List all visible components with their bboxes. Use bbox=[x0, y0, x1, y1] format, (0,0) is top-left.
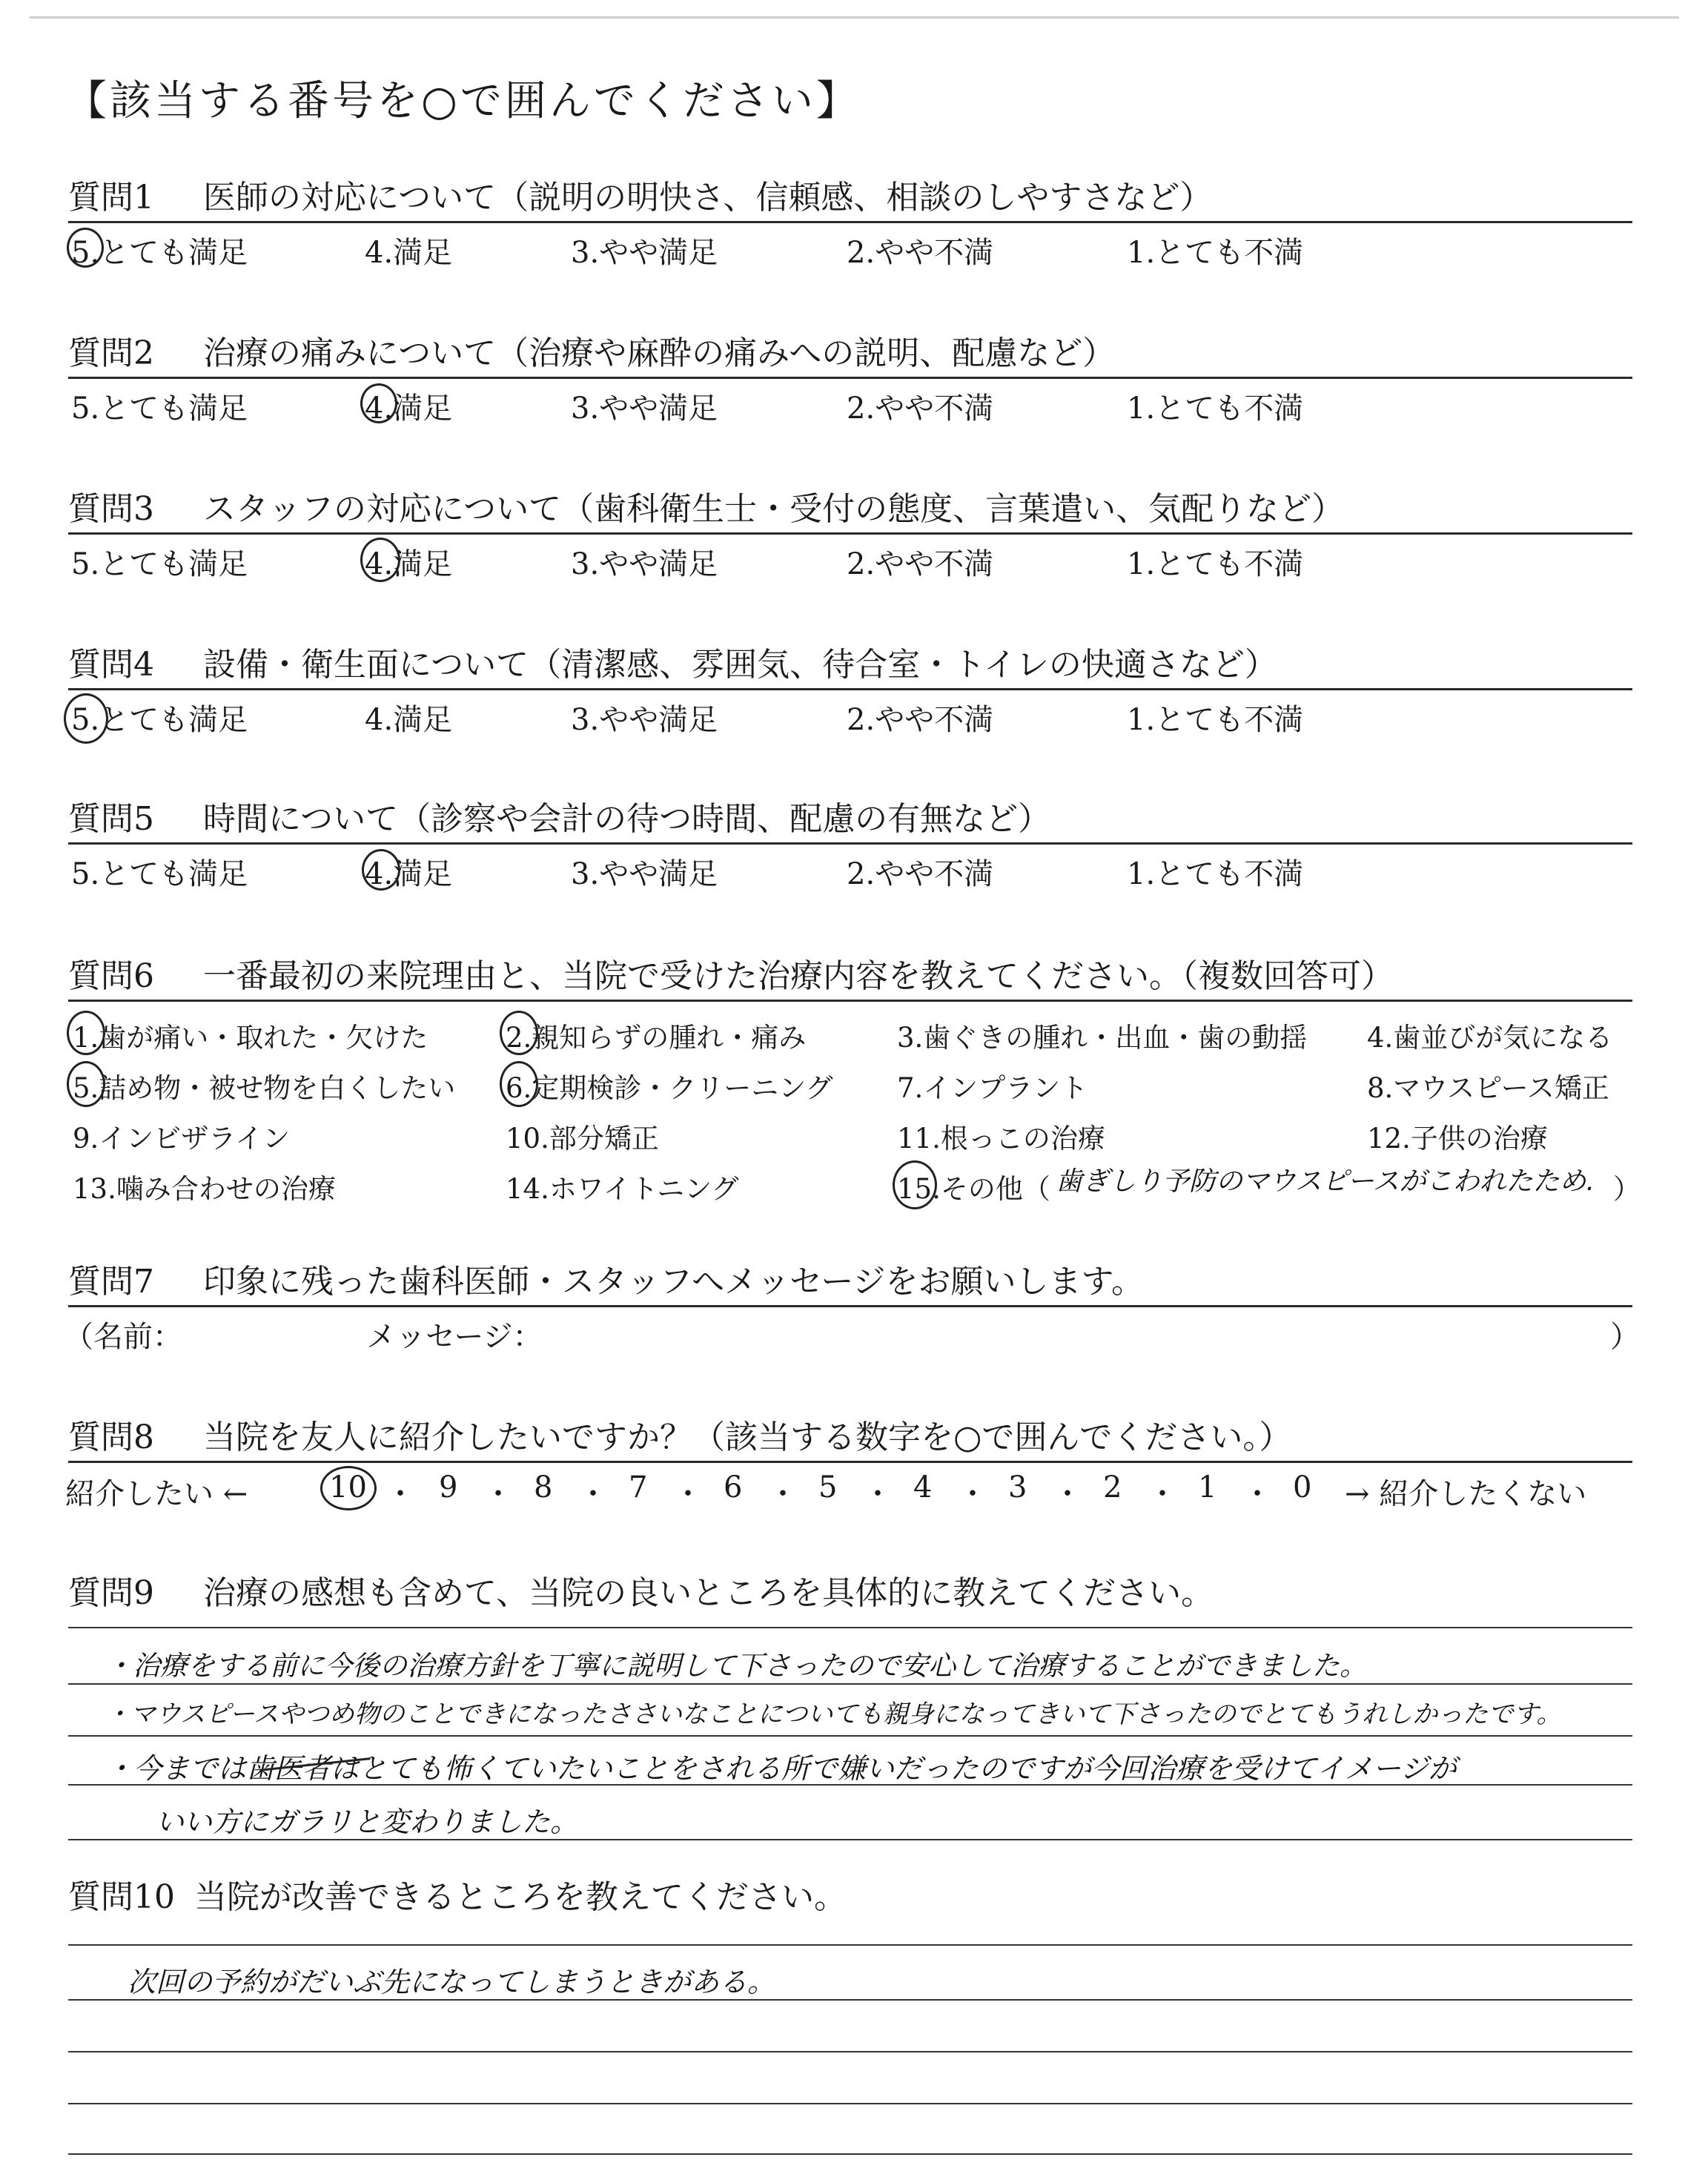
other-handwritten-text: 歯ぎしり予防のマウスピースがこわれたため. bbox=[1056, 1166, 1595, 1197]
answer-line bbox=[68, 2051, 1632, 2052]
answer-area-q10[interactable] bbox=[68, 1941, 1632, 2156]
question-header bbox=[68, 636, 1632, 690]
reason-item[interactable]: 3.歯ぐきの腫れ・出血・歯の動揺 bbox=[897, 1022, 1308, 1054]
question-header bbox=[68, 1869, 1632, 1920]
scale-left-label: 紹介したい ← bbox=[65, 1477, 248, 1511]
selection-circle bbox=[360, 538, 400, 582]
question-text: 治療の感想も含めて、当院の良いところを具体的に教えてください。 bbox=[203, 1574, 1214, 1612]
scale-value-6[interactable]: 6 bbox=[724, 1470, 743, 1505]
option-2[interactable]: 2.やや不満 bbox=[847, 857, 994, 891]
question-9 bbox=[68, 1565, 1632, 1616]
selection-circle bbox=[320, 1466, 377, 1510]
scale-value-8[interactable]: 8 bbox=[534, 1470, 553, 1505]
handwritten-answer: ・治療をする前に今後の治療方針を丁寧に説明して下さったので安心して治療することができました。 bbox=[105, 1650, 1367, 1682]
reason-item-other[interactable]: 15.その他（ bbox=[897, 1173, 1050, 1205]
scale-separator: ・ bbox=[673, 1477, 703, 1511]
page-title: 【該当する番号を○で囲んでください】 bbox=[65, 77, 861, 125]
scale-value-10[interactable]: 10 bbox=[329, 1470, 367, 1505]
selection-circle bbox=[67, 228, 104, 268]
selection-circle bbox=[64, 693, 108, 744]
option-3[interactable]: 3.やや満足 bbox=[571, 857, 718, 891]
option-1[interactable]: 1.とても不満 bbox=[1127, 703, 1304, 737]
question-number: 質問1 bbox=[68, 179, 154, 217]
rating-options bbox=[68, 845, 1632, 892]
answer-line bbox=[68, 1683, 1632, 1685]
rating-options bbox=[68, 535, 1632, 582]
other-close-paren: ） bbox=[1613, 1173, 1641, 1205]
question-header bbox=[68, 325, 1632, 379]
question-header bbox=[68, 1565, 1632, 1616]
scale-value-7[interactable]: 7 bbox=[629, 1470, 648, 1505]
question-number: 質問8 bbox=[68, 1418, 154, 1456]
handwritten-answer: ・マウスピースやつめ物のことできになったささいなことについても親身になってきいて下さったのでとてもうれしかったです。 bbox=[105, 1700, 1562, 1729]
option-3[interactable]: 3.やや満足 bbox=[571, 392, 718, 426]
question-1 bbox=[68, 169, 1632, 271]
answer-area-q9[interactable] bbox=[68, 1624, 1632, 1846]
option-5[interactable]: 5.とても満足 bbox=[71, 392, 248, 426]
selection-circle bbox=[500, 1011, 538, 1055]
scale-separator: ・ bbox=[768, 1477, 798, 1511]
option-1[interactable]: 1.とても不満 bbox=[1127, 392, 1304, 426]
question-text: 医師の対応について（説明の明快さ、信頼感、相談のしやすさなど） bbox=[203, 179, 1213, 217]
option-3[interactable]: 3.やや満足 bbox=[571, 236, 718, 270]
answer-line bbox=[68, 1735, 1632, 1737]
selection-circle bbox=[500, 1061, 538, 1107]
option-5[interactable]: 5.とても満足 bbox=[71, 857, 248, 891]
option-4[interactable]: 4.満足 bbox=[365, 236, 453, 270]
question-5 bbox=[68, 790, 1632, 892]
question-2 bbox=[68, 325, 1632, 426]
handwritten-answer: 次回の予約がだいぶ先になってしまうときがある。 bbox=[128, 1966, 776, 1998]
question-text: 一番最初の来院理由と、当院で受けた治療内容を教えてください。（複数回答可） bbox=[203, 957, 1394, 995]
reason-item[interactable]: 13.噛み合わせの治療 bbox=[73, 1173, 336, 1205]
reason-item[interactable]: 6.定期検診・クリーニング bbox=[506, 1072, 833, 1104]
scale-separator: ・ bbox=[1148, 1477, 1177, 1511]
option-4[interactable]: 4.満足 bbox=[365, 703, 453, 737]
question-number: 質問5 bbox=[68, 800, 154, 838]
reason-item[interactable]: 10.部分矯正 bbox=[506, 1123, 659, 1155]
question-header bbox=[68, 790, 1632, 845]
question-6 bbox=[68, 948, 1641, 1217]
reason-item[interactable]: 12.子供の治療 bbox=[1367, 1123, 1548, 1155]
reason-item[interactable]: 5.詰め物・被せ物を白くしたい bbox=[73, 1072, 456, 1104]
question-number: 質問2 bbox=[68, 334, 154, 372]
reason-item[interactable]: 7.インプラント bbox=[897, 1072, 1088, 1104]
recommend-scale bbox=[65, 1463, 1632, 1511]
handwritten-answer: ・今までは歯医者はとても怖くていたいことをされる所で嫌いだったのですが今回治療を受けてイメージが bbox=[105, 1752, 1457, 1785]
question-number: 質問3 bbox=[68, 490, 154, 528]
selection-circle bbox=[362, 849, 400, 891]
reason-checklist bbox=[68, 1002, 1641, 1217]
scale-right-label: → 紹介したくない bbox=[1345, 1477, 1587, 1511]
option-1[interactable]: 1.とても不満 bbox=[1127, 236, 1304, 270]
option-5[interactable]: 5.とても満足 bbox=[71, 547, 248, 581]
question-text: 当院が改善できるところを教えてください。 bbox=[194, 1878, 847, 1916]
selection-circle bbox=[893, 1160, 937, 1209]
scale-value-4[interactable]: 4 bbox=[913, 1470, 933, 1505]
scale-value-9[interactable]: 9 bbox=[439, 1470, 458, 1505]
reason-item[interactable]: 4.歯並びが気になる bbox=[1367, 1022, 1613, 1054]
scale-value-5[interactable]: 5 bbox=[818, 1470, 838, 1505]
scale-separator: ・ bbox=[578, 1477, 608, 1511]
handwritten-answer: いい方にガラリと変わりました。 bbox=[156, 1806, 579, 1838]
option-5[interactable]: 5.とても満足 bbox=[71, 236, 248, 270]
answer-line bbox=[68, 2153, 1632, 2155]
question-number: 質問4 bbox=[68, 646, 154, 684]
name-label: （名前： bbox=[64, 1320, 182, 1354]
question-header bbox=[68, 1253, 1632, 1307]
reason-item[interactable]: 11.根っこの治療 bbox=[897, 1123, 1105, 1155]
reason-item[interactable]: 1.歯が痛い・取れた・欠けた bbox=[73, 1022, 428, 1054]
question-number: 質問9 bbox=[68, 1574, 154, 1612]
reason-item[interactable]: 2.親知らずの腫れ・痛み bbox=[506, 1022, 807, 1054]
scale-value-3[interactable]: 3 bbox=[1008, 1470, 1027, 1505]
option-1[interactable]: 1.とても不満 bbox=[1127, 857, 1304, 891]
rating-options bbox=[68, 379, 1632, 426]
top-border-line bbox=[30, 16, 1679, 19]
question-10 bbox=[68, 1869, 1632, 1920]
rating-options bbox=[68, 223, 1632, 271]
option-4[interactable]: 4.満足 bbox=[365, 392, 453, 426]
message-field[interactable] bbox=[64, 1307, 1640, 1355]
question-number: 質問10 bbox=[68, 1878, 175, 1916]
selection-circle bbox=[67, 1011, 105, 1055]
rating-options bbox=[68, 690, 1632, 738]
option-1[interactable]: 1.とても不満 bbox=[1127, 547, 1304, 581]
question-text: 印象に残った歯科医師・スタッフへメッセージをお願いします。 bbox=[203, 1263, 1144, 1301]
question-4 bbox=[68, 636, 1632, 738]
reason-item[interactable]: 14.ホワイトニング bbox=[506, 1173, 739, 1205]
scale-separator: ・ bbox=[863, 1477, 893, 1511]
question-3 bbox=[68, 480, 1632, 582]
scale-separator: ・ bbox=[1053, 1477, 1082, 1511]
close-paren: ） bbox=[1610, 1320, 1640, 1354]
scale-value-2[interactable]: 2 bbox=[1103, 1470, 1122, 1505]
scale-separator: ・ bbox=[483, 1477, 513, 1511]
question-text: スタッフの対応について（歯科衛生士・受付の態度、言葉遣い、気配りなど） bbox=[203, 490, 1345, 528]
question-header bbox=[68, 169, 1632, 223]
option-5[interactable]: 5.とても満足 bbox=[71, 703, 248, 737]
question-header bbox=[68, 480, 1632, 535]
reason-item[interactable]: 8.マウスピース矯正 bbox=[1367, 1072, 1609, 1104]
scale-separator: ・ bbox=[385, 1477, 415, 1511]
question-number: 質問7 bbox=[68, 1263, 154, 1301]
message-label: メッセージ： bbox=[366, 1320, 543, 1354]
option-2[interactable]: 2.やや不満 bbox=[847, 236, 994, 270]
question-text: 治療の痛みについて（治療や麻酔の痛みへの説明、配慮など） bbox=[203, 334, 1116, 372]
option-3[interactable]: 3.やや満足 bbox=[571, 547, 718, 581]
question-8 bbox=[65, 1409, 1632, 1511]
option-4[interactable]: 4.満足 bbox=[365, 857, 453, 891]
question-7 bbox=[64, 1253, 1640, 1355]
scale-value-0[interactable]: 0 bbox=[1293, 1470, 1312, 1505]
answer-line bbox=[68, 1944, 1632, 1946]
option-4[interactable]: 4.満足 bbox=[365, 547, 453, 581]
question-text: 当院を友人に紹介したいですか？（該当する数字を○で囲んでください。） bbox=[203, 1418, 1292, 1456]
question-text: 設備・衛生面について（清潔感、雰囲気、待合室・トイレの快適さなど） bbox=[203, 646, 1277, 684]
reason-item[interactable]: 9.インビザライン bbox=[73, 1123, 291, 1155]
scale-value-1[interactable]: 1 bbox=[1198, 1470, 1217, 1505]
scale-separator: ・ bbox=[958, 1477, 987, 1511]
option-2[interactable]: 2.やや不満 bbox=[847, 392, 994, 426]
question-number: 質問6 bbox=[68, 957, 154, 995]
scale-separator: ・ bbox=[1242, 1477, 1272, 1511]
selection-circle bbox=[67, 1061, 105, 1107]
option-2[interactable]: 2.やや不満 bbox=[847, 547, 994, 581]
answer-line bbox=[68, 1627, 1632, 1628]
question-header bbox=[68, 948, 1632, 1002]
selection-circle bbox=[360, 383, 397, 423]
option-3[interactable]: 3.やや満足 bbox=[571, 703, 718, 737]
question-header bbox=[68, 1409, 1632, 1463]
question-text: 時間について（診察や会計の待つ時間、配慮の有無など） bbox=[203, 800, 1051, 838]
option-2[interactable]: 2.やや不満 bbox=[847, 703, 994, 737]
answer-line bbox=[68, 2103, 1632, 2104]
